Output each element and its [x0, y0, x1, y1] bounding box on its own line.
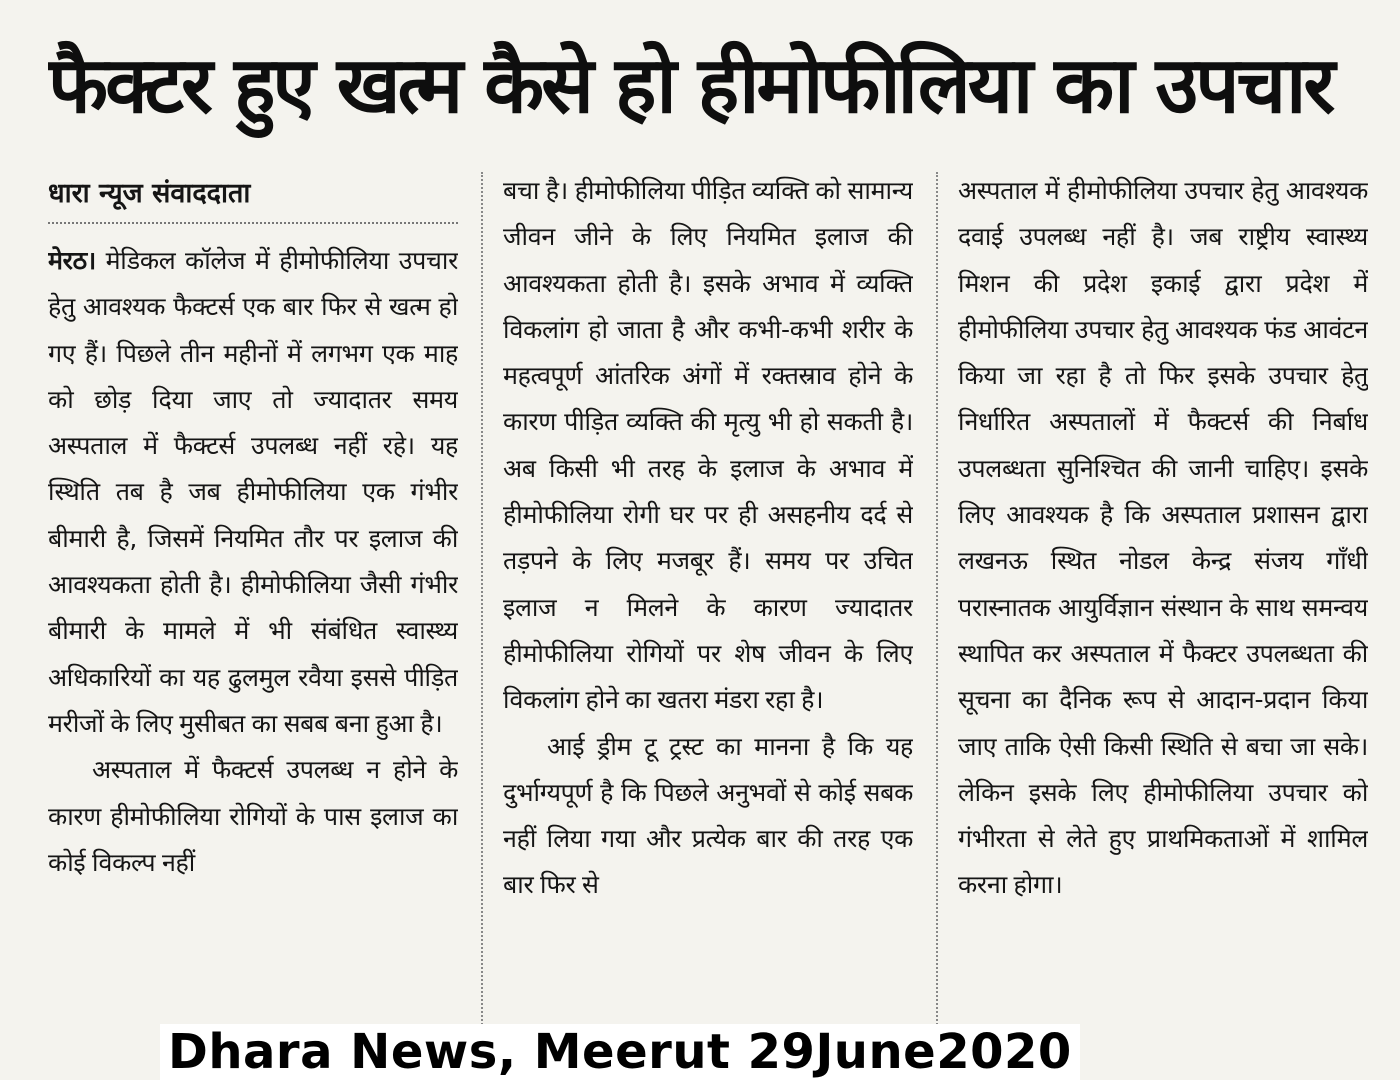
paragraph: बचा है। हीमोफीलिया पीड़ित व्यक्ति को सामान्य जीवन जीने के लिए नियमित इलाज की आवश्यकता होती है। इसके अभाव में व्यक्ति विकलांग हो जाता है और कभी-कभी शरीर के महत्वपूर्ण आंतरिक अंगों में रक्तस्राव होने के कारण पीड़ित व्यक्ति की मृत्यु भी हो सकती है। अब किसी भी तरह के इलाज के अभाव में हीमोफीलिया रोगी घर पर ही असहनीय दर्द से तड़पने के लिए मजबूर हैं। समय पर उचित इलाज न मिलने के कारण ज्यादातर हीमोफीलिया रोगियों पर शेष जीवन के लिए विकलांग होने का खतरा मंडरा रहा है। [503, 176, 913, 715]
paragraph-text: मेडिकल कॉलेज में हीमोफीलिया उपचार हेतु आवश्यक फैक्टर्स एक बार फिर से खत्म हो गए हैं। पिछले तीन महीनों में लगभग एक माह को छोड़ दिया जाए तो ज्यादातर समय अस्पताल में फैक्टर्स उपलब्ध नहीं रहे। यह स्थिति तब है जब हीमोफीलिया एक गंभीर बीमारी है, जिसमें नियमित तौर पर इलाज की आवश्यकता होती है। हीमोफीलिया जैसी गंभीर बीमारी के मामले में भी संबंधित स्वास्थ्य अधिकारियों का यह ढुलमुल रवैया इससे पीड़ित मरीजों के लिए मुसीबत का सबब बना हुआ है। [48, 246, 458, 738]
column-divider [936, 172, 938, 1032]
article-column-2 [503, 168, 913, 1048]
paragraph [48, 238, 458, 747]
paragraph: आई ड्रीम टू ट्रस्ट का मानना है कि यह दुर्भाग्यपूर्ण है कि पिछले अनुभवों से कोई सबक नहीं लिया गया और प्रत्येक बार की तरह एक बार फिर से [503, 731, 913, 900]
source-caption: Dhara News, Meerut 29June2020 [160, 1024, 1080, 1080]
byline: धारा न्यूज संवाददाता [48, 178, 251, 209]
byline-rule [48, 222, 458, 224]
headline: फैक्टर हुए खत्म कैसे हो हीमोफीलिया का उपचार [48, 41, 1333, 131]
article-column-1 [48, 168, 458, 1048]
paragraph: अस्पताल में फैक्टर्स उपलब्ध न होने के कारण हीमोफीलिया रोगियों के पास इलाज का कोई विकल्प नहीं [48, 755, 458, 877]
article-column-3 [958, 168, 1368, 1048]
column-divider [481, 172, 483, 1032]
paragraph: अस्पताल में हीमोफीलिया उपचार हेतु आवश्यक दवाई उपलब्ध नहीं है। जब राष्ट्रीय स्वास्थ्य मिशन की प्रदेश इकाई द्वारा प्रदेश में हीमोफीलिया उपचार हेतु आवश्यक फंड आवंटन किया जा रहा है तो फिर इसके उपचार हेतु निर्धारित अस्पतालों में फैक्टर्स की निर्बाध उपलब्धता सुनिश्चित की जानी चाहिए। इसके लिए आवश्यक है कि अस्पताल प्रशासन द्वारा लखनऊ स्थित नोडल केन्द्र संजय गाँधी परास्नातक आयुर्विज्ञान संस्थान के साथ समन्वय स्थापित कर अस्पताल में फैक्टर उपलब्धता की सूचना का दैनिक रूप से आदान-प्रदान किया जाए ताकि ऐसी किसी स्थिति से बचा जा सके। लेकिन इसके लिए हीमोफीलिया उपचार को गंभीरता से लेते हुए प्राथमिकताओं में शामिल करना होगा। [958, 176, 1368, 900]
dateline: मेरठ। [48, 246, 96, 275]
